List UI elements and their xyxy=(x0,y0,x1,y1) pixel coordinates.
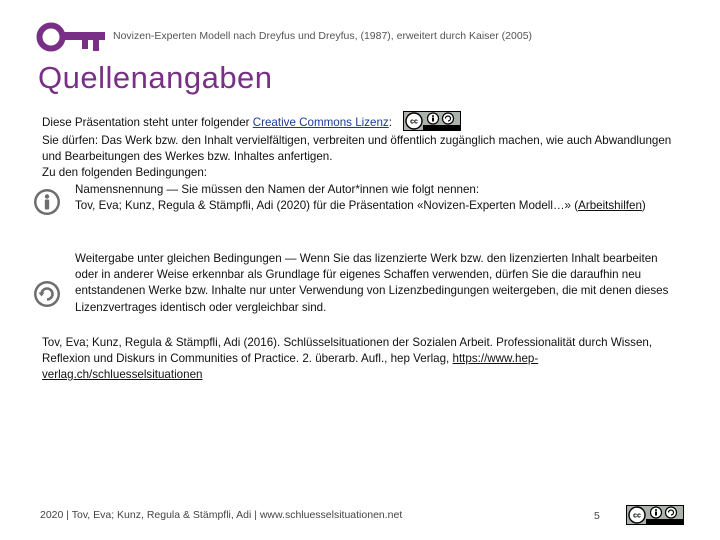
content-body xyxy=(42,113,682,383)
license-line xyxy=(42,113,682,133)
attribution-citation-text: Tov, Eva; Kunz, Regula & Stämpfli, Adi (2020) für die Präsentation «Novizen-Experten Modell…» xyxy=(75,198,575,212)
cc-badge-icon[interactable] xyxy=(626,505,684,525)
license-suffix: : xyxy=(388,116,392,130)
conditions-intro: Zu den folgenden Bedingungen: xyxy=(42,166,208,180)
attribution-citation xyxy=(42,198,682,214)
cc-badge-icon[interactable] xyxy=(403,111,461,131)
page-title: Quellenangaben xyxy=(38,60,273,95)
reference-text: Tov, Eva; Kunz, Regula & Stämpfli, Adi (2016). Schlüsselsituationen der Sozialen Arbeit. Professionalität durch Wissen, Reflexion und Diskurs in Communities of Practice. 2. überarb. Aufl., hep Verlag, xyxy=(42,335,653,366)
share-alike-text: Weitergabe unter gleichen Bedingungen — Wenn Sie das lizenzierte Werk bzw. den lizenzierten Inhalt bearbeiten oder in anderer Weise erkennbar als Grundlage für eigenes Schaffen verwenden, dürfen Sie die daraufhin neu entstandenen Werke bzw. Inhalte nur unter Verwendung von Lizenzbedingungen weitergeben, die mit denen dieses Lizenzvertrages identisch oder vergleichbar sind. xyxy=(75,252,669,314)
arbeitshilfen-link[interactable]: Arbeitshilfen xyxy=(578,198,642,212)
hep-verlag-link[interactable]: https://www.hep-verlag.ch/schluesselsituationen xyxy=(42,352,539,382)
cc-license-link[interactable]: Creative Commons Lizenz xyxy=(252,116,389,130)
paren-close: ) xyxy=(641,198,646,212)
header-subtitle: Novizen-Experten Modell nach Dreyfus und Dreyfus, (1987), erweitert durch Kaiser (2005) xyxy=(113,30,533,42)
paren-open: ( xyxy=(574,198,579,212)
svg-text:cc: cc xyxy=(410,118,419,126)
footer-text: 2020 | Tov, Eva; Kunz, Regula & Stämpfli, Adi | www.schluesselsituationen.net xyxy=(40,509,403,521)
svg-text:cc: cc xyxy=(633,512,641,520)
attribution-heading: Namensnennung — Sie müssen den Namen der Autor*innen wie folgt nennen: xyxy=(75,182,480,196)
rights-text: Sie dürfen: Das Werk bzw. den Inhalt vervielfältigen, verbreiten und öffentlich zugänglich machen, wie auch Abwandlungen und Bearbeitungen des Werkes bzw. Inhaltes anfertigen. xyxy=(42,134,672,164)
reference xyxy=(42,335,682,384)
page-number: 5 xyxy=(594,510,600,522)
key-logo-icon xyxy=(36,20,106,54)
license-intro: Diese Präsentation steht unter folgender xyxy=(42,116,253,130)
